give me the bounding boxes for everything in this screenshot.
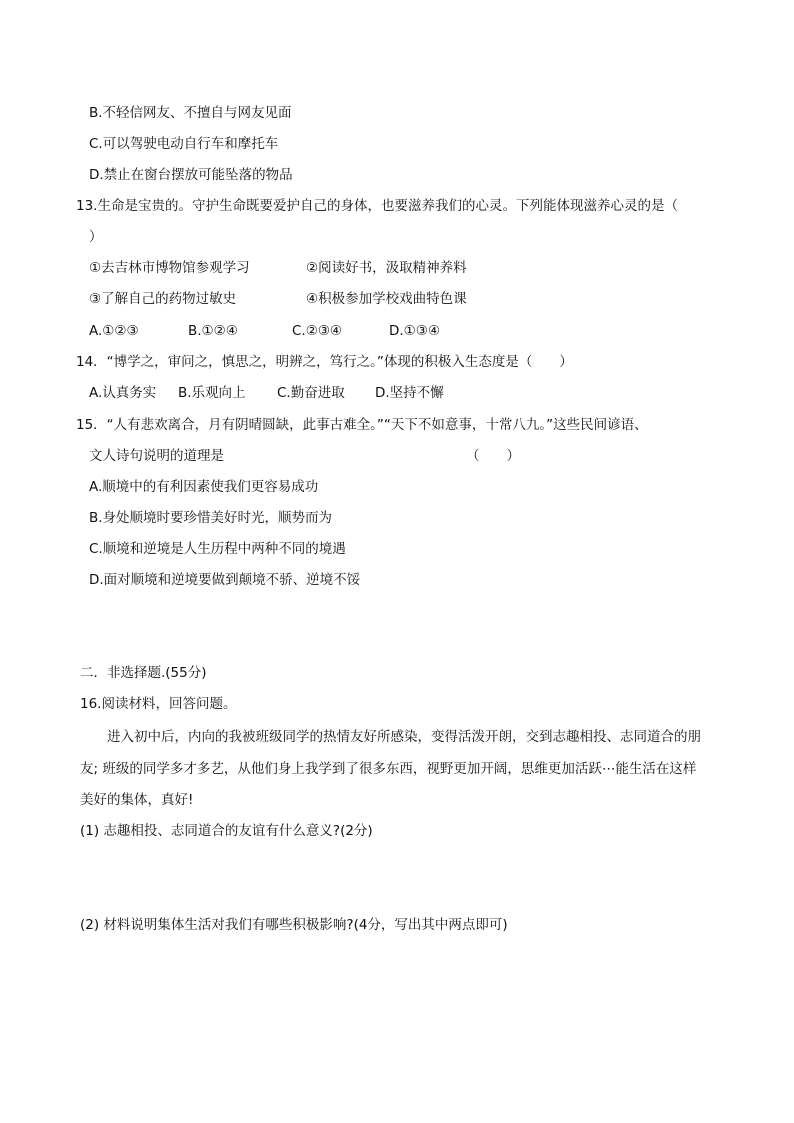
q15-stem: 15．“人有悲欢离合，月有阴晴圆缺，此事古难全。”“天下不如意事，十常八九。”这些民间谚语、: [76, 417, 648, 433]
q16-subquestion-1: (1) 志趣相投、志同道合的友谊有什么意义?(2分): [80, 823, 373, 839]
q12-option-b: B.不轻信网友、不擅自与网友见面: [89, 105, 292, 121]
q13-item-4: ④积极参加学校戏曲特色课: [306, 291, 467, 307]
q13-item-1: ①去吉林市博物馆参观学习: [89, 260, 250, 276]
q15-answer-paren: （ ）: [466, 448, 520, 464]
q13-option-b: B.①②④: [188, 323, 238, 339]
q15-stem-cont: 文人诗句说明的道理是: [89, 448, 224, 464]
q15-option-b: B.身处顺境时要珍惜美好时光，顺势而为: [89, 510, 333, 526]
q16-material-line-1: 进入初中后，内向的我被班级同学的热情友好所感染，变得活泼开朗，交到志趣相投、志同道合的朋: [107, 729, 701, 745]
q16-material-line-3: 美好的集体，真好!: [80, 792, 194, 808]
section-2-title: 二．非选择题.(55分): [80, 665, 207, 681]
q13-item-2: ②阅读好书，汲取精神养料: [306, 260, 467, 276]
q14-option-a: A.认真务实: [89, 385, 157, 401]
q12-option-d: D.禁止在窗台摆放可能坠落的物品: [89, 167, 293, 183]
q15-option-d: D.面对顺境和逆境要做到颠境不骄、逆境不馁: [89, 572, 361, 588]
q14-option-d: D.坚持不懈: [375, 385, 444, 401]
q13-option-d: D.①③④: [389, 323, 440, 339]
q16-stem: 16.阅读材料，回答问题。: [80, 696, 237, 712]
q14-option-b: B.乐观向上: [178, 385, 246, 401]
q13-item-3: ③了解自己的药物过敏史: [89, 291, 237, 307]
q13-stem-paren: ）: [89, 229, 103, 245]
q15-option-a: A.顺境中的有利因素使我们更容易成功: [89, 479, 319, 495]
q13-option-a: A.①②③: [89, 323, 139, 339]
q12-option-c: C.可以驾驶电动自行车和摩托车: [89, 136, 279, 152]
q13-stem: 13.生命是宝贵的。守护生命既要爱护自己的身体，也要滋养我们的心灵。下列能体现滋养心灵的是（: [76, 198, 678, 214]
q14-stem: 14．“博学之，审问之，慎思之，明辨之，笃行之。”体现的积极入生态度是（ ）: [76, 354, 573, 370]
q16-material-line-2: 友; 班级的同学多才多艺，从他们身上我学到了很多东西，视野更加开阔，思维更加活跃⋯能生活在这样: [80, 761, 697, 777]
q15-option-c: C.顺境和逆境是人生历程中两种不同的境遇: [89, 541, 346, 557]
q13-option-c: C.②③④: [292, 323, 343, 339]
q16-subquestion-2: (2) 材料说明集体生活对我们有哪些积极影响?(4分，写出其中两点即可): [80, 917, 508, 933]
q14-option-c: C.勤奋进取: [277, 385, 345, 401]
